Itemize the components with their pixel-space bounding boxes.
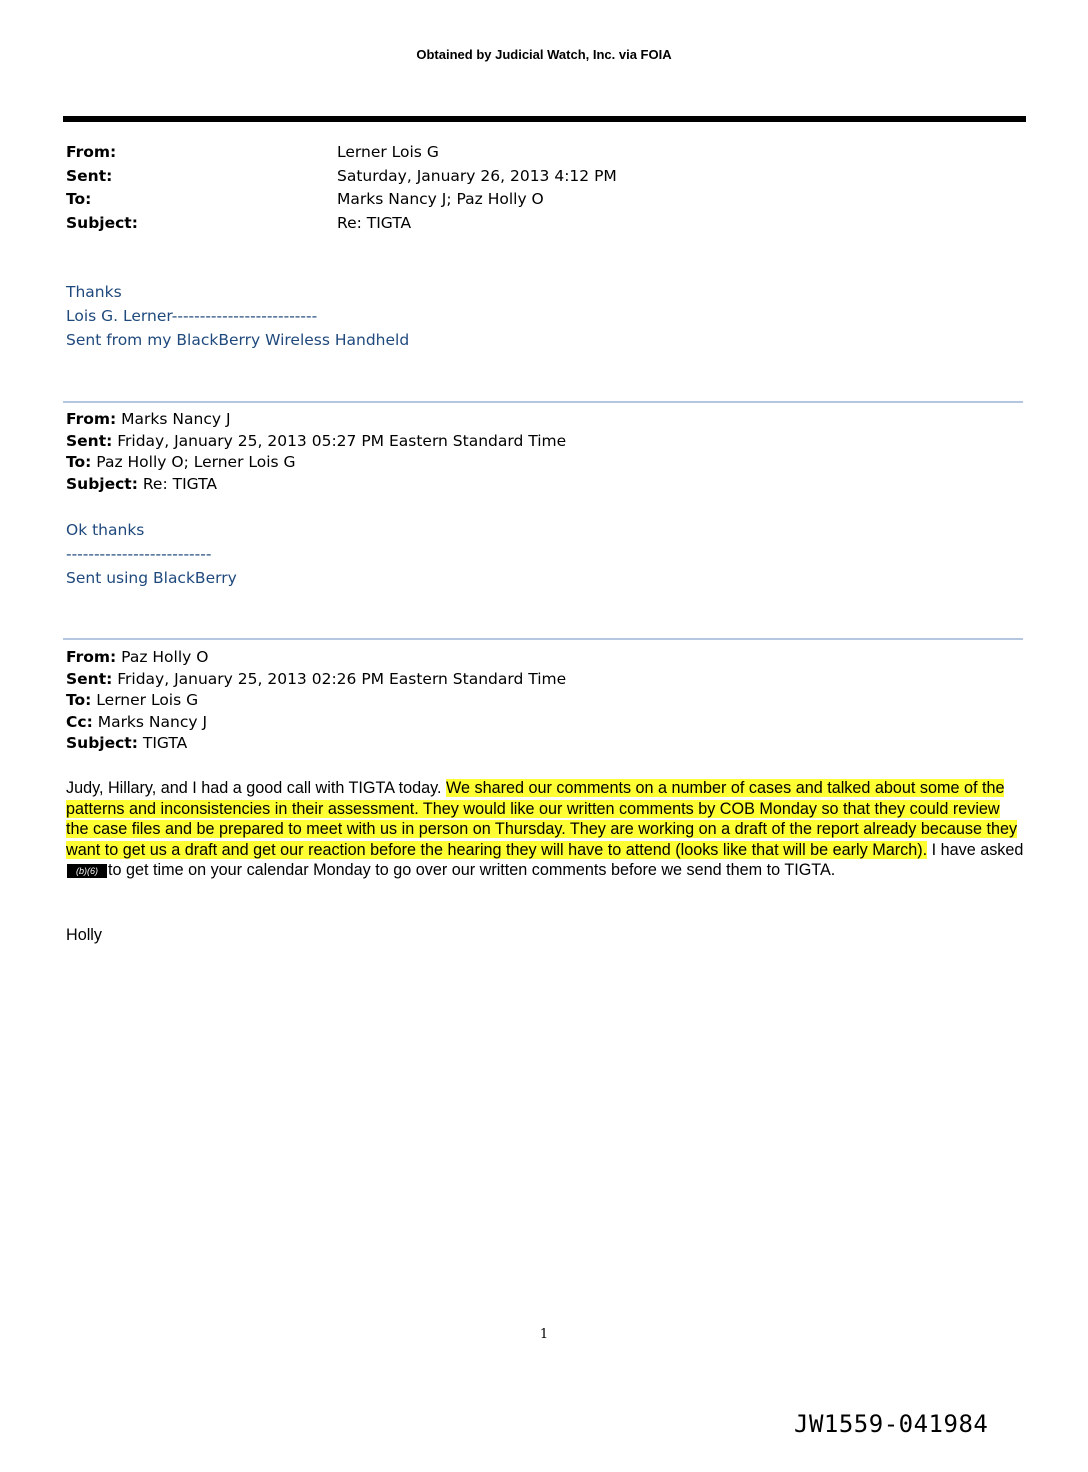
quoted-sent-row: Sent: Friday, January 25, 2013 02:26 PM Eastern Standard Time — [66, 669, 567, 688]
body-plain-start: Judy, Hillary, and I had a good call with TIGTA today. — [66, 779, 446, 797]
quoted-cc-row: Cc: Marks Nancy J — [66, 712, 208, 731]
quoted-header-marks — [66, 409, 566, 495]
quoted-body-sent-using: Sent using BlackBerry — [66, 569, 237, 587]
header-to-value: Marks Nancy J; Paz Holly O — [337, 190, 544, 208]
body-plain-end: to get time on your calendar Monday to go over our written comments before we send them to TIGTA. — [108, 861, 836, 880]
quoted-body-dashes: -------------------------- — [66, 545, 212, 563]
quoted-from-row: From: Paz Holly O — [66, 648, 209, 666]
header-rule — [63, 116, 1026, 122]
quoted-body-marks — [66, 518, 237, 590]
reply-line-thanks: Thanks — [66, 283, 122, 301]
header-sent-label: Sent: — [66, 166, 113, 185]
body-plain-mid: I have asked — [927, 840, 1024, 859]
header-sent-value: Saturday, January 26, 2013 4:12 PM — [337, 166, 617, 185]
header-from-label: From: — [66, 143, 117, 161]
quoted-to-row: To: Paz Holly O; Lerner Lois G — [66, 453, 296, 471]
message-separator — [63, 401, 1023, 403]
header-subject-label: Subject: — [66, 213, 138, 232]
foia-banner: Obtained by Judicial Watch, Inc. via FOIA — [416, 47, 672, 62]
reply-sent-from: Sent from my BlackBerry Wireless Handheld — [66, 331, 410, 349]
quoted-sent-row: Sent: Friday, January 25, 2013 05:27 PM Eastern Standard Time — [66, 431, 567, 450]
quoted-header-paz — [66, 647, 566, 755]
quoted-to-row: To: Lerner Lois G — [66, 691, 199, 709]
reply-body — [66, 280, 409, 352]
page-number: 1 — [539, 1327, 549, 1342]
closing-signature: Holly — [66, 926, 102, 944]
bates-number: JW1559-041984 — [794, 1410, 989, 1438]
highlighted-text: We shared our comments on a number of cases and talked about some of the patterns and inconsistencies in their assessment. They would like our written comments by COB Monday so that they could review the case files and be prepared to meet with us in person on Thursday. They are working on a draft of the report already because they want to get us a draft and get our reaction before the hearing they will have to attend (looks like that will be early March). — [66, 779, 1018, 859]
header-to-label: To: — [66, 190, 92, 208]
header-subject-value: Re: TIGTA — [337, 213, 412, 232]
quoted-subject-row: Subject: TIGTA — [66, 734, 188, 752]
header-from-value: Lerner Lois G — [337, 143, 439, 161]
original-message-body — [66, 778, 1026, 881]
reply-signature: Lois G. Lerner-------------------------- — [66, 307, 318, 325]
quoted-from-row: From: Marks Nancy J — [66, 410, 231, 428]
quoted-body-line1: Ok thanks — [66, 521, 145, 539]
message-separator — [63, 638, 1023, 640]
redaction-box: (b)(6) — [67, 864, 107, 878]
quoted-subject-row: Subject: Re: TIGTA — [66, 474, 217, 493]
